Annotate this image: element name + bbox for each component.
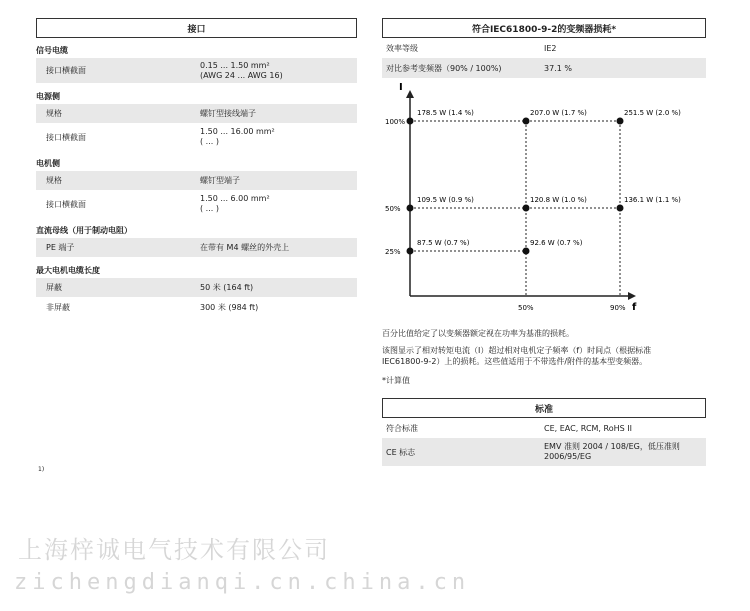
row-key: 对比参考变频器（90% / 100%) bbox=[386, 63, 502, 73]
point-label: 109.5 W (0.9 %) bbox=[417, 196, 474, 204]
point-label: 178.5 W (1.4 %) bbox=[417, 109, 474, 117]
interface-panel bbox=[36, 18, 357, 318]
data-point bbox=[523, 118, 530, 125]
data-point bbox=[407, 118, 414, 125]
x-axis-letter: f bbox=[632, 302, 637, 313]
x-tick-label: 50% bbox=[518, 304, 534, 312]
row-value: IE2 bbox=[544, 43, 557, 53]
data-points bbox=[407, 118, 624, 255]
y-tick-label: 100% bbox=[385, 118, 406, 126]
section-title: 信号电缆 bbox=[36, 46, 68, 55]
data-point bbox=[523, 205, 530, 212]
table-row bbox=[36, 238, 357, 258]
footnote-marker: 1) bbox=[38, 466, 45, 473]
standards-header: 标准 bbox=[382, 398, 706, 418]
table-row bbox=[382, 438, 706, 466]
y-tick-label: 25% bbox=[385, 248, 401, 256]
row-value: 螺钉型接线端子 bbox=[200, 108, 256, 118]
section-title: 最大电机电缆长度 bbox=[36, 266, 100, 275]
row-value: 0.15 ... 1.50 mm² bbox=[200, 60, 270, 70]
data-point bbox=[407, 205, 414, 212]
watermark-url: zichengdianqi.cn.china.cn bbox=[14, 570, 471, 595]
note-line: 该图显示了相对转矩电流（I）超过相对电机定子频率（f）时间点（根据标准 bbox=[382, 346, 652, 355]
table-row bbox=[36, 171, 357, 191]
row-value: (AWG 24 ... AWG 16) bbox=[200, 70, 283, 80]
y-axis-arrow bbox=[406, 90, 414, 98]
note-line: IEC61800-9-2）上的损耗。这些值适用于不带选件/附件的基本型变频器。 bbox=[382, 357, 648, 366]
note-line: *计算值 bbox=[382, 376, 410, 385]
data-point bbox=[617, 118, 624, 125]
row-key: 接口横截面 bbox=[46, 66, 86, 75]
data-point bbox=[617, 205, 624, 212]
section-title: 电源侧 bbox=[36, 92, 60, 101]
point-label: 207.0 W (1.7 %) bbox=[530, 109, 587, 117]
row-key: 接口横截面 bbox=[46, 132, 86, 142]
section-title: 直流母线（用于制动电阻） bbox=[36, 226, 132, 235]
point-label: 92.6 W (0.7 %) bbox=[530, 239, 583, 247]
row-value: 2006/95/EG bbox=[544, 452, 592, 461]
table-row bbox=[36, 58, 357, 84]
section-title: 电机侧 bbox=[36, 159, 60, 168]
table-row bbox=[382, 418, 706, 438]
point-label: 87.5 W (0.7 %) bbox=[417, 239, 470, 247]
table-row bbox=[36, 298, 357, 318]
table-row bbox=[36, 278, 357, 298]
row-value: EMV 准则 2004 / 108/EG，低压准则 bbox=[544, 442, 680, 451]
note-line: 百分比值给定了以变频器额定视在功率为基准的损耗。 bbox=[382, 329, 574, 338]
point-label: 136.1 W (1.1 %) bbox=[624, 196, 681, 204]
table-row bbox=[36, 104, 357, 124]
row-key: 效率等级 bbox=[386, 43, 418, 53]
table-row bbox=[382, 58, 706, 78]
row-value: 1.50 ... 16.00 mm² bbox=[200, 127, 275, 136]
grid-lines bbox=[410, 121, 620, 296]
loss-diagram bbox=[382, 78, 706, 328]
row-value: 37.1 % bbox=[544, 63, 572, 73]
row-key: 屏蔽 bbox=[46, 283, 62, 292]
data-point bbox=[407, 248, 414, 255]
x-axis-arrow bbox=[628, 292, 636, 300]
table-row bbox=[36, 124, 357, 151]
row-key: PE 端子 bbox=[46, 243, 75, 252]
table-row bbox=[36, 191, 357, 218]
y-tick-label: 50% bbox=[385, 205, 401, 213]
row-key: 规格 bbox=[46, 109, 62, 118]
point-label: 120.8 W (1.0 %) bbox=[530, 196, 587, 204]
row-value: 50 米 (164 ft) bbox=[200, 282, 254, 292]
row-value: 在带有 M4 螺丝的外壳上 bbox=[200, 242, 290, 252]
interface-header: 接口 bbox=[36, 18, 357, 38]
row-value: ( ... ) bbox=[200, 204, 219, 213]
row-key: CE 标志 bbox=[386, 447, 416, 457]
losses-panel bbox=[382, 18, 706, 466]
y-axis-letter: I bbox=[399, 82, 403, 93]
table-row bbox=[382, 38, 706, 58]
row-value: ( ... ) bbox=[200, 137, 219, 146]
row-value: 300 米 (984 ft) bbox=[200, 302, 259, 312]
row-value: CE, EAC, RCM, RoHS II bbox=[544, 423, 632, 433]
losses-header: 符合IEC61800-9-2的变频器损耗* bbox=[382, 18, 706, 38]
data-point bbox=[523, 248, 530, 255]
row-key: 规格 bbox=[46, 176, 62, 185]
row-key: 符合标准 bbox=[386, 423, 418, 433]
point-label: 251.5 W (2.0 %) bbox=[624, 109, 681, 117]
row-value: 螺钉型端子 bbox=[200, 175, 240, 185]
row-key: 接口横截面 bbox=[46, 199, 86, 209]
x-tick-label: 90% bbox=[610, 304, 626, 312]
row-key: 非屏蔽 bbox=[46, 303, 70, 312]
row-value: 1.50 ... 6.00 mm² bbox=[200, 194, 270, 203]
watermark-company: 上海梓诚电气技术有限公司 bbox=[18, 536, 330, 564]
